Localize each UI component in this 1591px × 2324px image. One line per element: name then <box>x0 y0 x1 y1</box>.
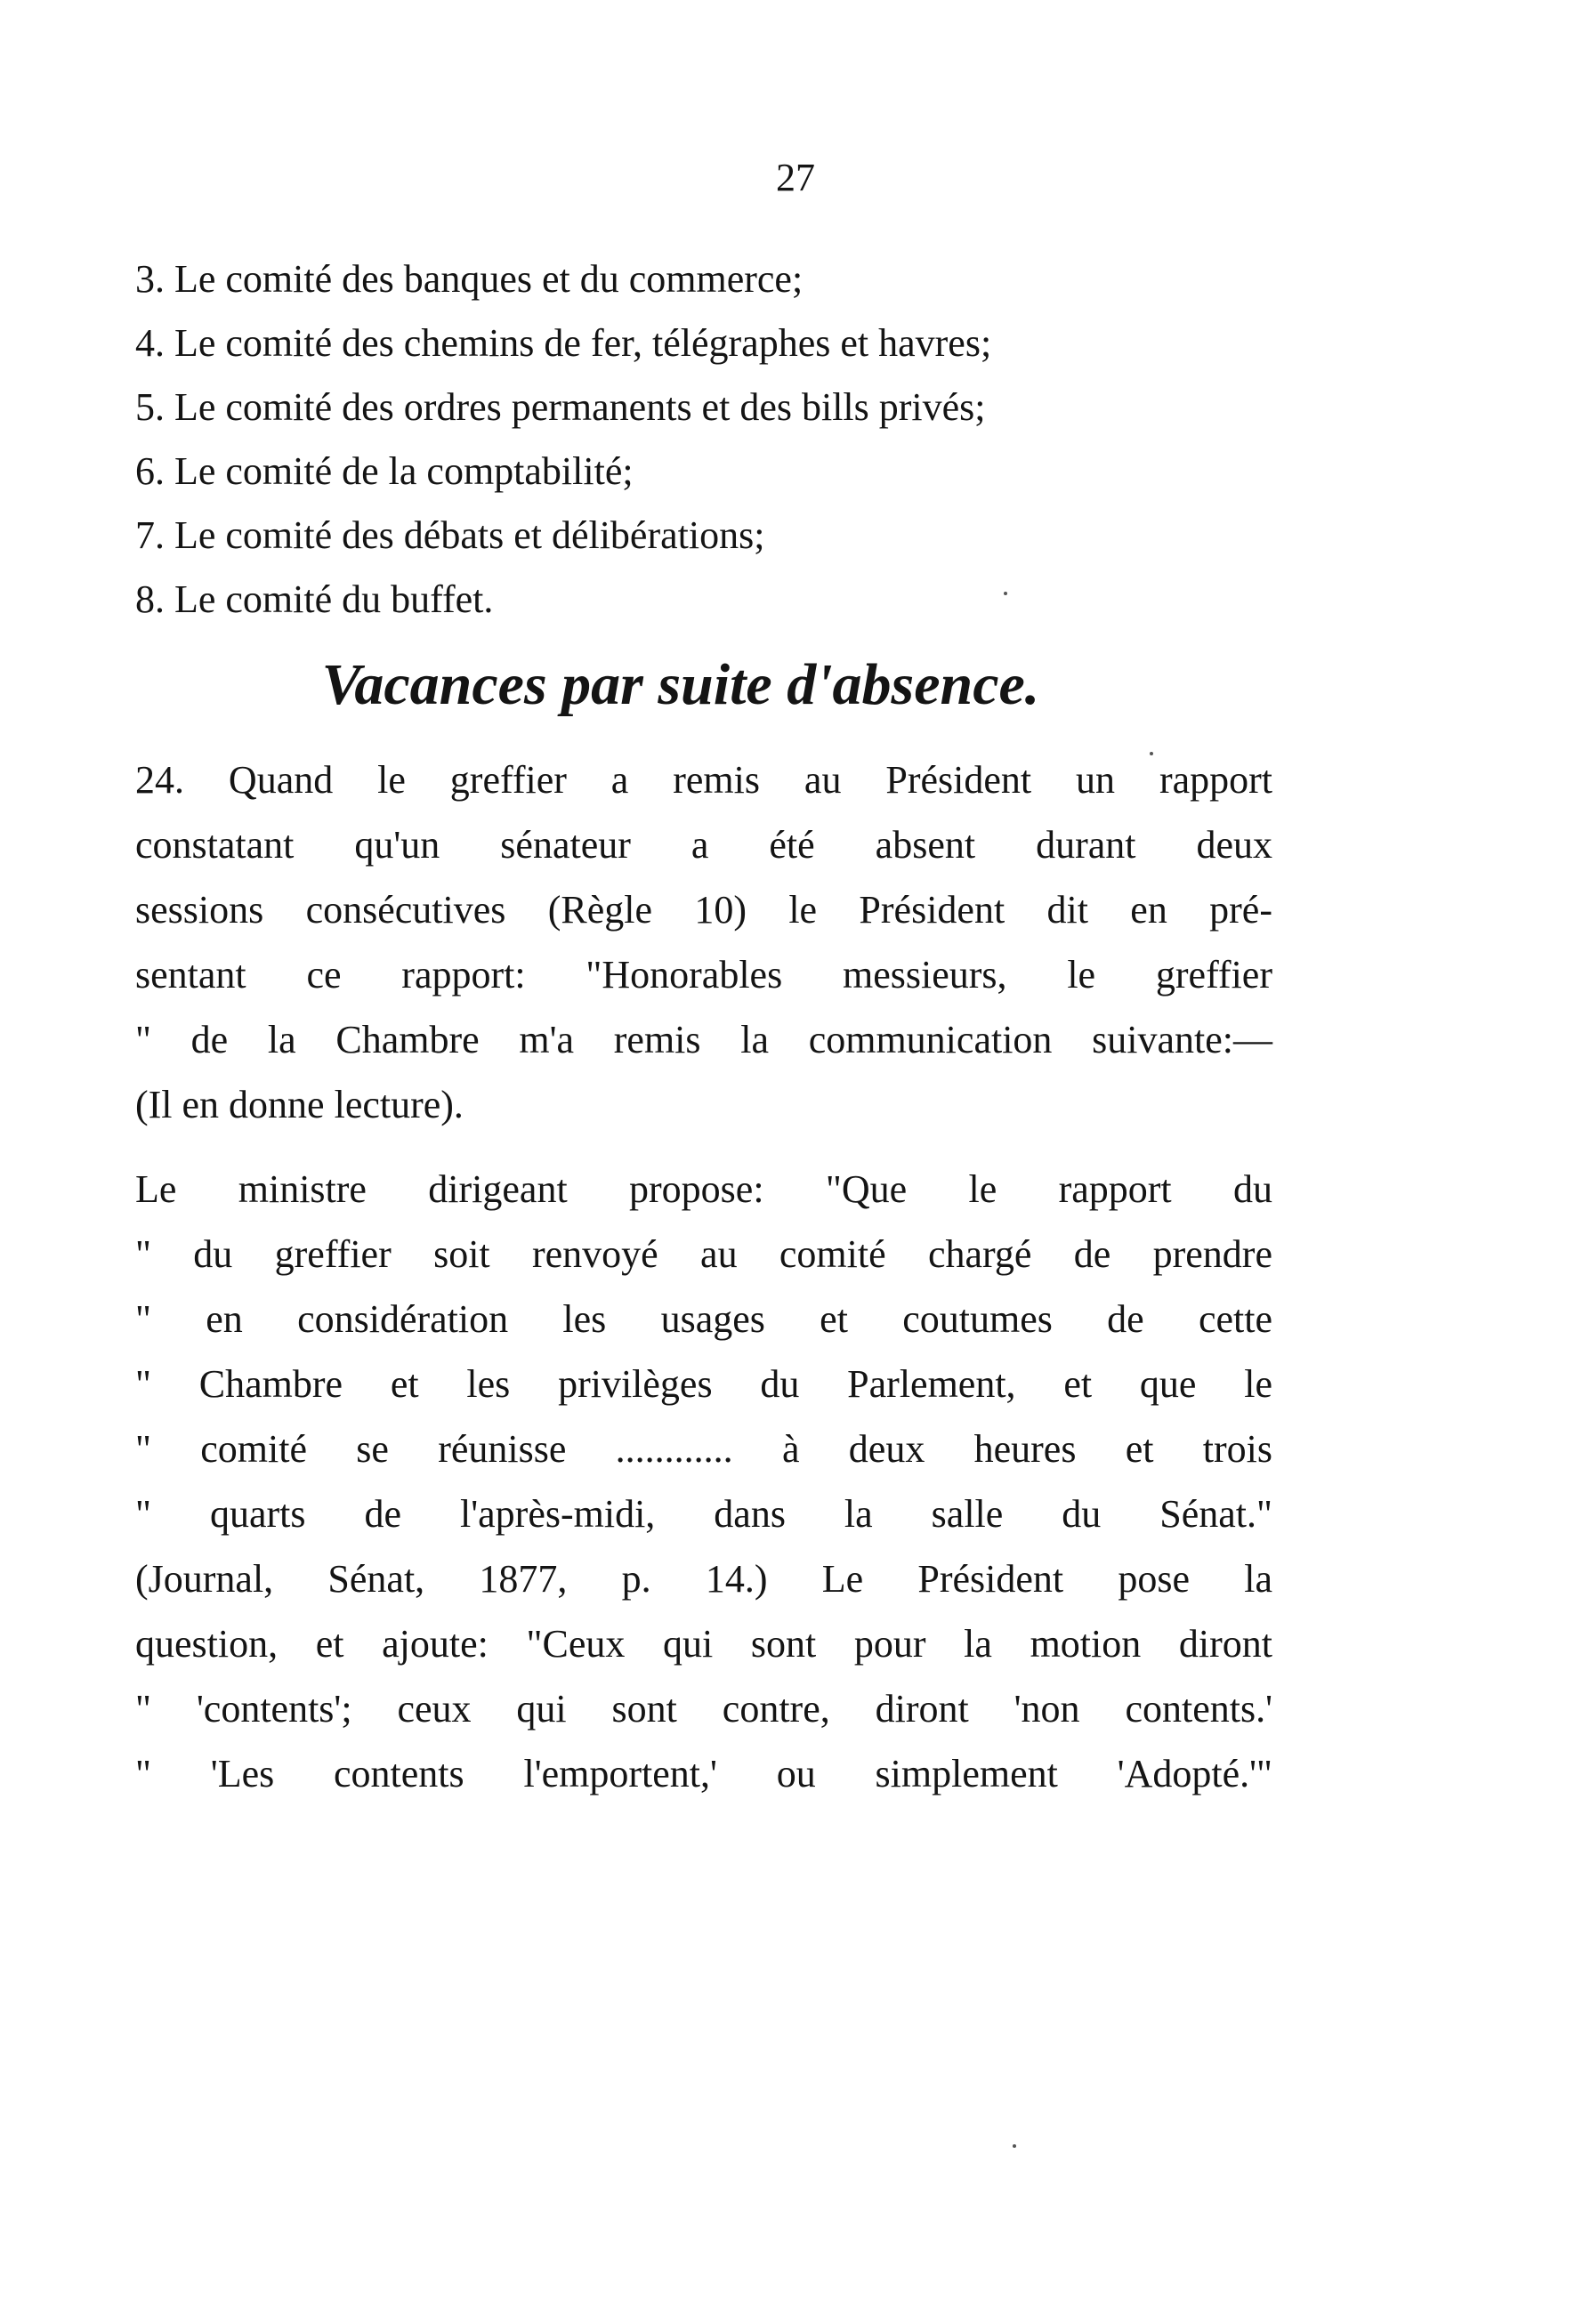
print-speck <box>1004 592 1007 595</box>
list-item: 7. Le comité des débats et délibérations; <box>135 513 765 557</box>
paragraph-line: " du greffier soit renvoyé au comité chargé de prendre <box>135 1232 1272 1276</box>
committee-list <box>89 247 1272 632</box>
paragraph-line: " 'contents'; ceux qui sont contre, diront 'non contents.' <box>135 1687 1272 1731</box>
paragraph-line: " comité se réunisse ............ à deux heures et trois <box>135 1427 1272 1471</box>
paragraph-minister-motion <box>89 1157 1272 1806</box>
list-item: 3. Le comité des banques et du commerce; <box>135 257 804 301</box>
page-body <box>89 247 1272 1806</box>
list-item: 8. Le comité du buffet. <box>135 577 494 621</box>
paragraph-line: " 'Les contents l'emportent,' ou simplement 'Adopté.'" <box>135 1752 1272 1795</box>
print-speck <box>1150 752 1153 755</box>
paragraph-line: " de la Chambre m'a remis la communication suivante:— <box>135 1018 1272 1061</box>
paragraph-line: (Il en donne lecture). <box>135 1083 464 1126</box>
list-item: 6. Le comité de la comptabilité; <box>135 449 634 493</box>
paragraph-line: " en considération les usages et coutumes de cette <box>135 1297 1272 1341</box>
paragraph-line: Le ministre dirigeant propose: "Que le rapport du <box>135 1167 1272 1211</box>
paragraph-rule-24 <box>89 747 1272 1137</box>
list-item: 4. Le comité des chemins de fer, télégraphes et havres; <box>135 321 992 365</box>
paragraph-line: 24. Quand le greffier a remis au Président un rapport <box>135 758 1272 802</box>
page-number: 27 <box>776 156 815 199</box>
paragraph-line: sentant ce rapport: "Honorables messieurs, le greffier <box>135 953 1272 997</box>
print-speck <box>1013 2144 1016 2148</box>
paragraph-line: sessions consécutives (Règle 10) le Président dit en pré- <box>135 888 1272 932</box>
paragraph-line: question, et ajoute: "Ceux qui sont pour la motion diront <box>135 1622 1272 1666</box>
paragraph-line: (Journal, Sénat, 1877, p. 14.) Le Président pose la <box>135 1557 1272 1601</box>
paragraph-line: " Chambre et les privilèges du Parlement, et que le <box>135 1362 1272 1406</box>
paragraph-line: " quarts de l'après-midi, dans la salle du Sénat." <box>135 1492 1272 1536</box>
section-heading: Vacances par suite d'absence. <box>321 652 1040 717</box>
list-item: 5. Le comité des ordres permanents et des bills privés; <box>135 385 986 429</box>
paragraph-line: constatant qu'un sénateur a été absent durant deux <box>135 823 1272 867</box>
